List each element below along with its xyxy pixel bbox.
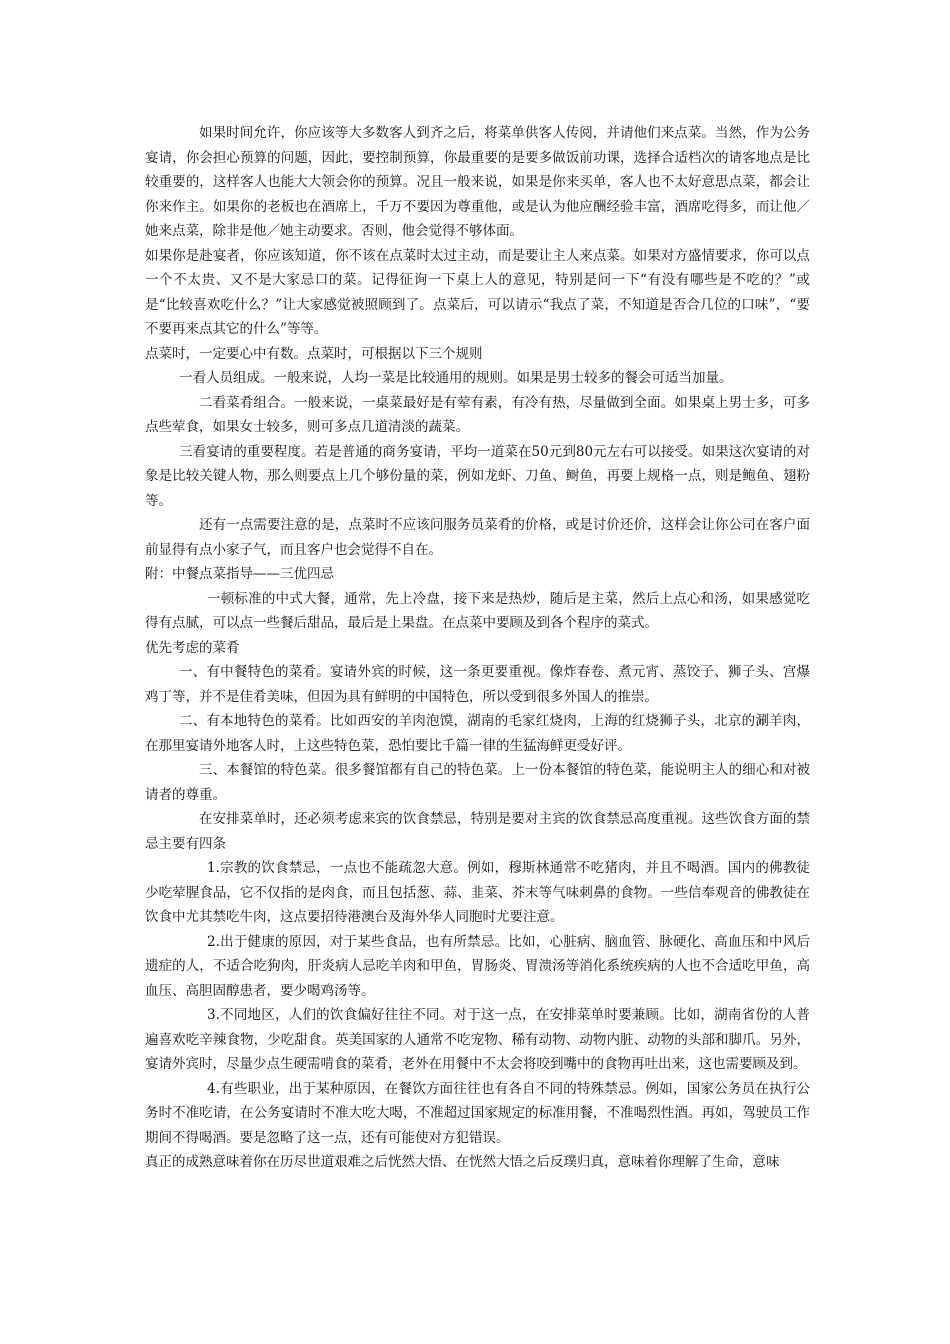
paragraph-6: 三看宴请的重要程度。若是普通的商务宴请，平均一道菜在50元到80元左右可以接受。如果这次宴请的对象是比较关键人物，那么则要点上几个够份量的菜，例如龙虾、刀鱼、鲥鱼，再要上规格一点，则是鲍鱼、翅粉等。 [145, 443, 810, 509]
paragraph-14: 在安排菜单时，还必须考虑来宾的饮食禁忌，特别是要对主宾的饮食禁忌高度重视。这些饮食方面的禁忌主要有四条 [145, 811, 810, 852]
paragraph-7: 还有一点需要注意的是，点菜时不应该问服务员菜肴的价格，或是讨价还价，这样会让你公司在客户面前显得有点小家子气，而且客户也会觉得不自在。 [145, 517, 810, 558]
paragraph-10: 优先考虑的菜肴 [145, 639, 240, 656]
paragraph-11: 一、有中餐特色的菜肴。宴请外宾的时候，这一条更要重视。像炸春卷、煮元宵、蒸饺子、狮子头、宫爆鸡丁等，并不是佳肴美味，但因为具有鲜明的中国特色，所以受到很多外国人的推崇。 [145, 664, 810, 705]
paragraph-4: 一看人员组成。一般来说，人均一菜是比较通用的规则。如果是男士较多的餐会可适当加量。 [179, 370, 733, 386]
document-page [145, 121, 810, 1175]
paragraph-16: 2.出于健康的原因，对于某些食品，也有所禁忌。比如，心脏病、脑血管、脉硬化、高血压和中风后遗症的人，不适合吃狗肉，肝炎病人忌吃羊肉和甲鱼，胃肠炎、胃溃汤等消化系统疾病的人也不合适吃甲鱼，高血压、高胆固醇患者，要少喝鸡汤等。 [145, 933, 810, 999]
paragraph-3: 点菜时，一定要心中有数。点菜时，可根据以下三个规则 [145, 345, 483, 362]
paragraph-12: 二、有本地特色的菜肴。比如西安的羊肉泡馍，湖南的毛家红烧肉，上海的红烧狮子头，北京的涮羊肉，在那里宴请外地客人时，上这些特色菜，恐怕要比千篇一律的生猛海鲜更受好评。 [145, 713, 810, 754]
paragraph-19: 真正的成熟意味着你在历尽世道艰难之后恍然大悟、在恍然大悟之后反璞归真，意味着你理解了生命，意味 [145, 1154, 780, 1170]
paragraph-2: 如果你是赴宴者，你应该知道，你不该在点菜时太过主动，而是要让主人来点菜。如果对方盛情要求，你可以点一个不太贵、又不是大家忌口的菜。记得征询一下桌上人的意见，特别是问一下“有没有哪些是不吃的？”或是“比较喜欢吃什么？”让大家感觉被照顾到了。点菜后，可以请示“我点了菜，不知道是否合几位的口味”，“要不要再来点其它的什么”等等。 [145, 247, 810, 337]
paragraph-1: 如果时间允许，你应该等大多数客人到齐之后，将菜单供客人传阅，并请他们来点菜。当然，作为公务宴请，你会担心预算的问题，因此，要控制预算，你最重要的是要多做饭前功课，选择合适档次的请客地点是比较重要的，这样客人也能大大领会你的预算。况且一般来说，如果是你来买单，客人也不太好意思点菜，都会让你来作主。如果你的老板也在酒席上，千万不要因为尊重他，或是认为他应酬经验丰富，酒席吃得多，而让他／她来点菜，除非是他／她主动要求。否则，他会觉得不够体面。 [145, 125, 810, 239]
paragraph-18: 4.有些职业，出于某种原因，在餐饮方面往往也有各自不同的特殊禁忌。例如，国家公务员在执行公务时不准吃请，在公务宴请时不准大吃大喝，不准超过国家规定的标准用餐，不准喝烈性酒。再如，驾驶员工作期间不得喝酒。要是忽略了这一点，还有可能使对方犯错误。 [145, 1080, 810, 1146]
paragraph-8: 附：中餐点菜指导——三优四忌 [145, 566, 334, 582]
paragraph-5: 二看菜肴组合。一般来说，一桌菜最好是有荤有素，有冷有热，尽量做到全面。如果桌上男士多，可多点些荤食，如果女士较多，则可多点几道清淡的蔬菜。 [145, 394, 810, 435]
paragraph-9: 一顿标准的中式大餐，通常，先上冷盘，接下来是热炒，随后是主菜，然后上点心和汤，如果感觉吃得有点腻，可以点一些餐后甜品，最后是上果盘。在点菜中要顾及到各个程序的菜式。 [145, 590, 810, 631]
paragraph-15: 1.宗教的饮食禁忌，一点也不能疏忽大意。例如，穆斯林通常不吃猪肉，并且不喝酒。国内的佛教徒少吃荤腥食品，它不仅指的是肉食，而且包括葱、蒜、韭菜、芥末等气味刺鼻的食物。一些信奉观音的佛教徒在饮食中尤其禁吃牛肉，这点要招待港澳台及海外华人同胞时尤要注意。 [145, 860, 810, 925]
paragraph-13: 三、本餐馆的特色菜。很多餐馆都有自己的特色菜。上一份本餐馆的特色菜，能说明主人的细心和对被请者的尊重。 [145, 762, 810, 803]
paragraph-17: 3.不同地区，人们的饮食偏好往往不同。对于这一点，在安排菜单时要兼顾。比如，湖南省份的人普遍喜欢吃辛辣食物，少吃甜食。英美国家的人通常不吃宠物、稀有动物、动物内脏、动物的头部和脚爪。另外，宴请外宾时，尽量少点生硬需啃食的菜肴，老外在用餐中不太会将咬到嘴中的食物再吐出来，这也需要顾及到。 [145, 1007, 810, 1072]
